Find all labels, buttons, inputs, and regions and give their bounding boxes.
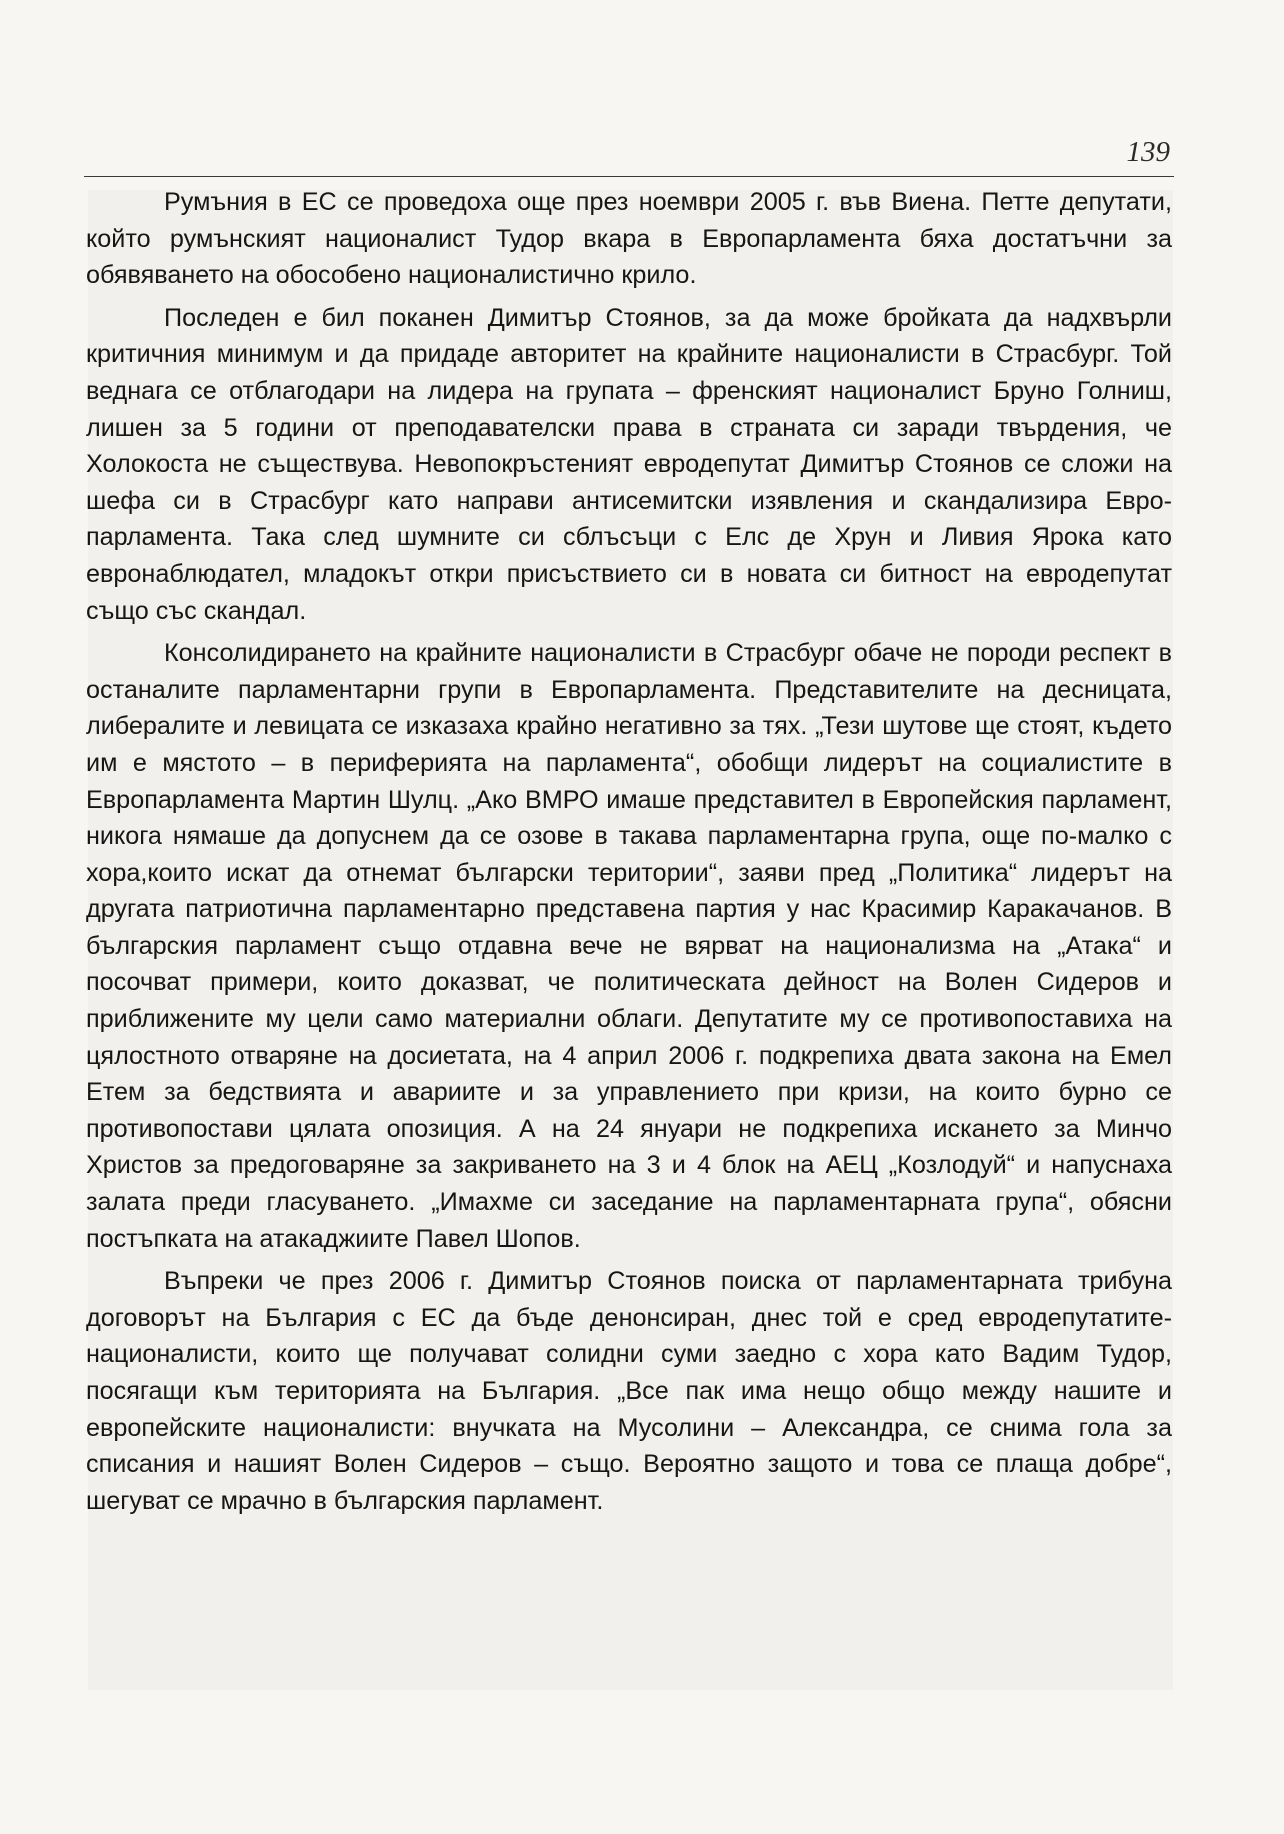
body-text	[86, 184, 1172, 1525]
page-header	[84, 134, 1174, 177]
paragraph-1: Румъния в ЕС се проведоха още през ноември 2005 г. във Виена. Петте депутати, който румънският националист Тудор вкара в Европарламента бяха достатъчни за обявяването на обособено националистично крило.	[86, 188, 1172, 290]
paragraph-3: Консолидирането на крайните националисти в Страсбург обаче не породи респект в останалите парламентарни групи в Европарламента. Представителите на десницата, либералите и левицата се изказаха крайно негативно за тях. „Тези шутове ще стоят, където им е мястото – в периферията на парламента“, обобщи лидерът на социалистите в Европарламента Мартин Шулц. „Ако ВМРО имаше представител в Европейския парламент, никога нямаше да допуснем да се озове в такава парламентарна група, още по-малко с хора,които искат да отнемат български територии“, заяви пред „Политика“ лидерът на другата патриотична парламентарно представена партия у нас Красимир Каракачанов. В българския парламент също отдавна вече не вярват на национализма на „Атака“ и посочват примери, които доказват, че политическата дейност на Волен Сидеров и приближените му цели само материални облаги. Депутатите му се противопоставиха на цялостното отваряне на досиетата, на 4 април 2006 г. подкрепиха двата закона на Емел Етем за бедствията и авариите и за управлението при кризи, на които бурно се противопостави цялата опозиция. А на 24 януари не подкрепиха искането за Минчо Христов за предоговаряне за закриването на 3 и 4 блок на АЕЦ „Козлодуй“ и напуснаха залата преди гласуването. „Имахме си заседание на парламентарната група“, обясни постъпката на атакаджиите Павел Шопов.	[86, 639, 1172, 1253]
page-number: 139	[1126, 136, 1170, 168]
paragraph-4: Въпреки че през 2006 г. Димитър Стоянов поиска от парламентарната трибуна договорът на България с ЕС да бъде денонсиран, днес той е сред евродепутатите-националисти, които ще получават солидни суми заедно с хора като Вадим Тудор, посягащи към територията на България. „Все пак има нещо общо между нашите и европейските националисти: внучката на Мусолини – Александра, се снима гола за списания и нашият Волен Сидеров – също. Вероятно защото и това се плаща добре“, шегуват се мрачно в българския парламент.	[86, 1267, 1172, 1515]
paragraph-2: Последен е бил поканен Димитър Стоянов, за да може бройката да надхвърли критичния минимум и да придаде авторитет на крайните националисти в Страсбург. Той веднага се отблагодари на лидера на групата – френският националист Бруно Голниш, лишен за 5 години от преподавателски права в страната си заради твърдения, че Холокоста не съществува. Невопокръстеният евродепутат Димитър Стоянов се сложи на шефа си в Страсбург като направи антисемитски изявления и скандализира Евро-парламента. Така след шумните си сблъсъци с Елс де Хрун и Ливия Ярока като евронаблюдател, младокът откри присъствието си в новата си битност на евродепутат също със скандал.	[86, 303, 1172, 625]
